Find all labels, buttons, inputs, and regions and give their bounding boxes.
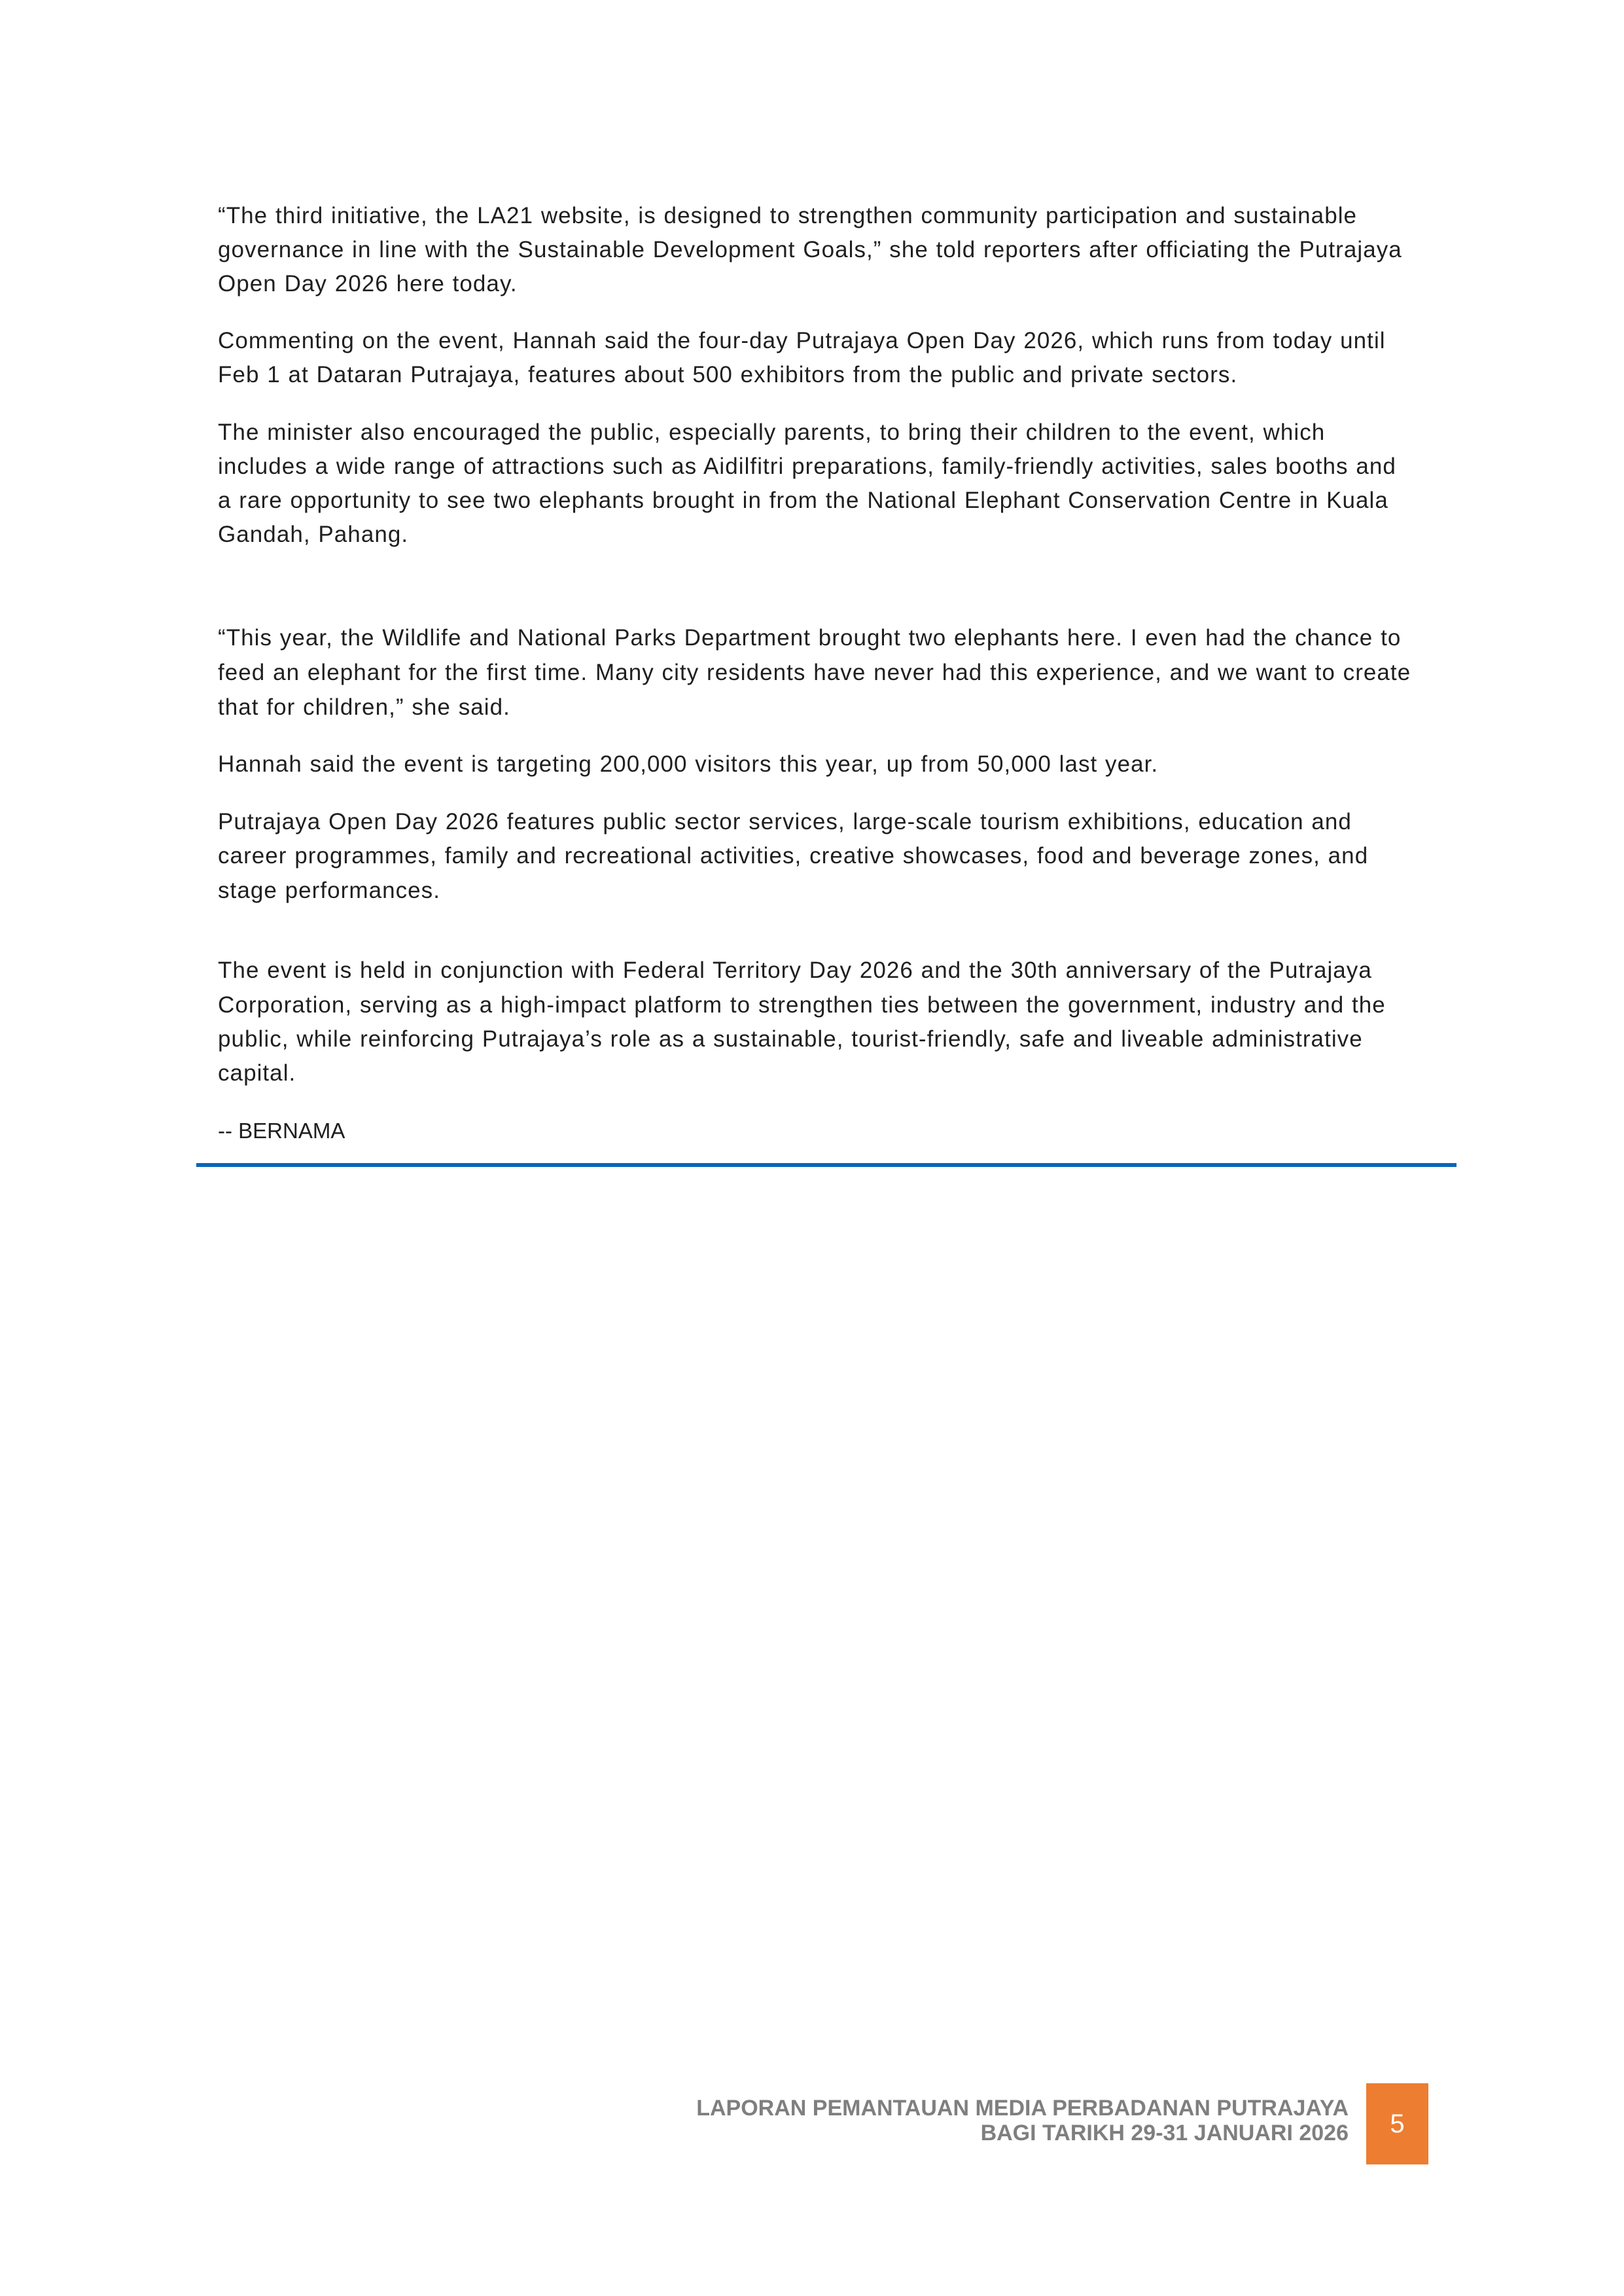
text-line: governance in line with the Sustainable Development Goals,” she told reporters after officiating the Putrajaya xyxy=(218,237,1402,262)
text-line: The event is held in conjunction with Federal Territory Day 2026 and the 30th anniversary of the Putrajaya xyxy=(218,958,1372,983)
text-line: includes a wide range of attractions such as Aidilfitri preparations, family-friendly activities, sales booths and xyxy=(218,454,1396,479)
text-line: public, while reinforcing Putrajaya’s role as a sustainable, tourist-friendly, safe and liveable administrative xyxy=(218,1026,1363,1052)
text-line: feed an elephant for the first time. Many city residents have never had this experience, and we want to create xyxy=(218,660,1411,685)
page-number-badge xyxy=(1366,2083,1428,2164)
text-line: Feb 1 at Dataran Putrajaya, features about 500 exhibitors from the public and private sectors. xyxy=(218,362,1238,387)
news-source: -- BERNAMA xyxy=(218,1119,345,1143)
section-divider xyxy=(196,1163,1456,1167)
text-line: Hannah said the event is targeting 200,000 visitors this year, up from 50,000 last year. xyxy=(218,751,1159,777)
text-line: that for children,” she said. xyxy=(218,694,510,720)
text-line: Putrajaya Open Day 2026 features public sector services, large-scale tourism exhibitions, education and xyxy=(218,809,1352,834)
text-line: Gandah, Pahang. xyxy=(218,522,409,547)
text-line: “The third initiative, the LA21 website, is designed to strengthen community participation and sustainable xyxy=(218,203,1358,228)
text-line: “This year, the Wildlife and National Parks Department brought two elephants here. I even had the chance to xyxy=(218,625,1402,651)
report-title: LAPORAN PEMANTAUAN MEDIA PERBADANAN PUTRAJAYA xyxy=(696,2096,1349,2121)
page-number: 5 xyxy=(1390,2109,1405,2138)
report-dates: BAGI TARIKH 29-31 JANUARI 2026 xyxy=(980,2121,1349,2145)
report-footer xyxy=(696,2096,1349,2145)
text-line: Commenting on the event, Hannah said the four-day Putrajaya Open Day 2026, which runs from today until xyxy=(218,328,1386,353)
text-line: stage performances. xyxy=(218,878,441,903)
text-line: Open Day 2026 here today. xyxy=(218,271,518,296)
text-line: capital. xyxy=(218,1060,296,1086)
text-line: a rare opportunity to see two elephants brought in from the National Elephant Conservation Centre in Kuala xyxy=(218,488,1388,513)
text-line: The minister also encouraged the public, especially parents, to bring their children to the event, which xyxy=(218,420,1326,445)
text-line: Corporation, serving as a high-impact platform to strengthen ties between the government, industry and the xyxy=(218,992,1386,1018)
text-line: career programmes, family and recreational activities, creative showcases, food and beverage zones, and xyxy=(218,843,1369,869)
